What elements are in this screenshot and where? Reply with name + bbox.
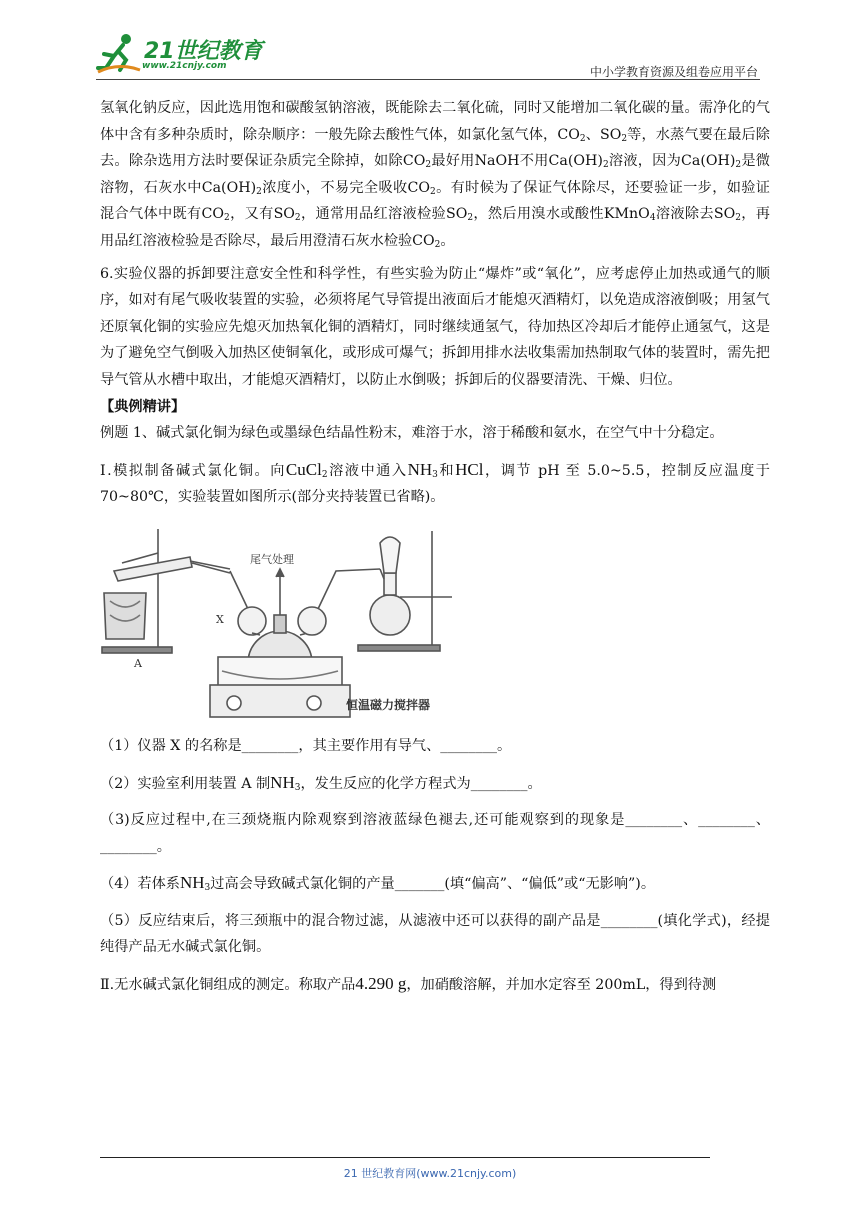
apparatus-drawing <box>100 523 460 723</box>
header-divider <box>96 79 760 80</box>
apparatus-diagram <box>100 523 460 723</box>
page-footer: 21 世纪教育网(www.21cnjy.com) <box>343 1167 517 1180</box>
paragraph-impurity-removal: 氢氧化钠反应，因此选用饱和碳酸氢钠溶液，既能除去二氧化硫，同时又能增加二氧化碳的量。需净化的气体中含有多种杂质时，除杂顺序：一般先除去酸性气体，如氯化氢气体，$CO_2$、$SO_2$等，水蒸气要在最后除去。除杂选用方法时要保证杂质完全除掉，如除$CO_2$最好用NaOH不用$Ca(OH)_2$溶液，因为$Ca(OH)_2$是微溶物，石灰水中$Ca(OH)_2$浓度小，不易完全吸收$CO_2$。有时候为了保证气体除尽，还要验证一步，如验证混合气体中既有$CO_2$，又有$SO_2$，通常用品红溶液检验$SO_2$，然后用溴水或酸性KMnO$_4$溶液除去$SO_2$，再用品红溶液检验是否除尽，最后用澄清石灰水检验$CO_2$。 <box>100 100 770 250</box>
page-header <box>96 30 760 80</box>
label-x: X <box>216 612 224 626</box>
question-5: （5）反应结束后，将三颈瓶中的混合物过滤，从滤液中还可以获得的副产品是________(填化学式)，经提纯得产品无水碱式氯化铜。 <box>100 912 770 956</box>
logo-text: 21世纪教育 <box>144 39 263 64</box>
label-a: A <box>134 656 142 670</box>
question-4: （4）若体系$NH_3$过高会导致碱式氯化铜的产量_______(填“偏高”、“偏低”或“无影响”)。 <box>100 873 656 894</box>
label-tail-gas: 尾气处理 <box>250 552 294 566</box>
logo-url: www.21cnjy.com <box>142 61 227 71</box>
runner-icon <box>96 32 142 74</box>
example-1: 例题 1、碱式氯化铜为绿色或墨绿色结晶性粉末，难溶于水，溶于稀酸和氨水，在空气中十分稳定。 <box>100 425 724 442</box>
paragraph-disassembly: 6.实验仪器的拆卸要注意安全性和科学性，有些实验为防止“爆炸”或“氧化”，应考虑停止加热或通气的顺序，如对有尾气吸收装置的实验，必须将尾气导管提出液面后才能熄灭酒精灯，以免造成溶液倒吸；用氢气还原氧化铜的实验应先熄灭加热氧化铜的酒精灯，同时继续通氢气，待加热区冷却后才能停止通氢气，这是为了避免空气倒吸入加热区使铜氧化，或形成可爆气；拆卸用排水法收集需加热制取气体的装置时，需先把导气管从水槽中取出，才能熄灭酒精灯，以防止水倒吸；拆卸后的仪器要清洗、干燥、归位。 <box>100 265 770 388</box>
question-1: （1）仪器 X 的名称是________，其主要作用有导气、________。 <box>100 737 512 754</box>
part-2-intro: Ⅱ.无水碱式氯化铜组成的测定。称取产品4.290 g，加硝酸溶解，并加水定容至 200mL，得到待测 <box>100 974 717 994</box>
label-stirrer: 恒温磁力搅拌器 <box>346 697 431 712</box>
footer-divider <box>100 1157 710 1158</box>
platform-name: 中小学教育资源及组卷应用平台 <box>589 65 758 79</box>
document-body <box>100 95 770 999</box>
question-3: （3)反应过程中,在三颈烧瓶内除观察到溶液蓝绿色褪去,还可能观察到的现象是________、________、________。 <box>100 812 770 855</box>
section-title: 【典例精讲】 <box>100 398 186 415</box>
part-1-intro: Ⅰ.模拟制备碱式氯化铜。向CuCl$_2$溶液中通入$NH_3$和HCl，调节 pH 至 5.0~5.5，控制反应温度于70~80℃，实验装置如图所示(部分夹持装置已省略)。 <box>100 459 770 506</box>
site-logo <box>96 30 266 76</box>
question-2: （2）实验室利用装置 A 制$NH_3$，发生反应的化学方程式为________。 <box>100 772 542 793</box>
